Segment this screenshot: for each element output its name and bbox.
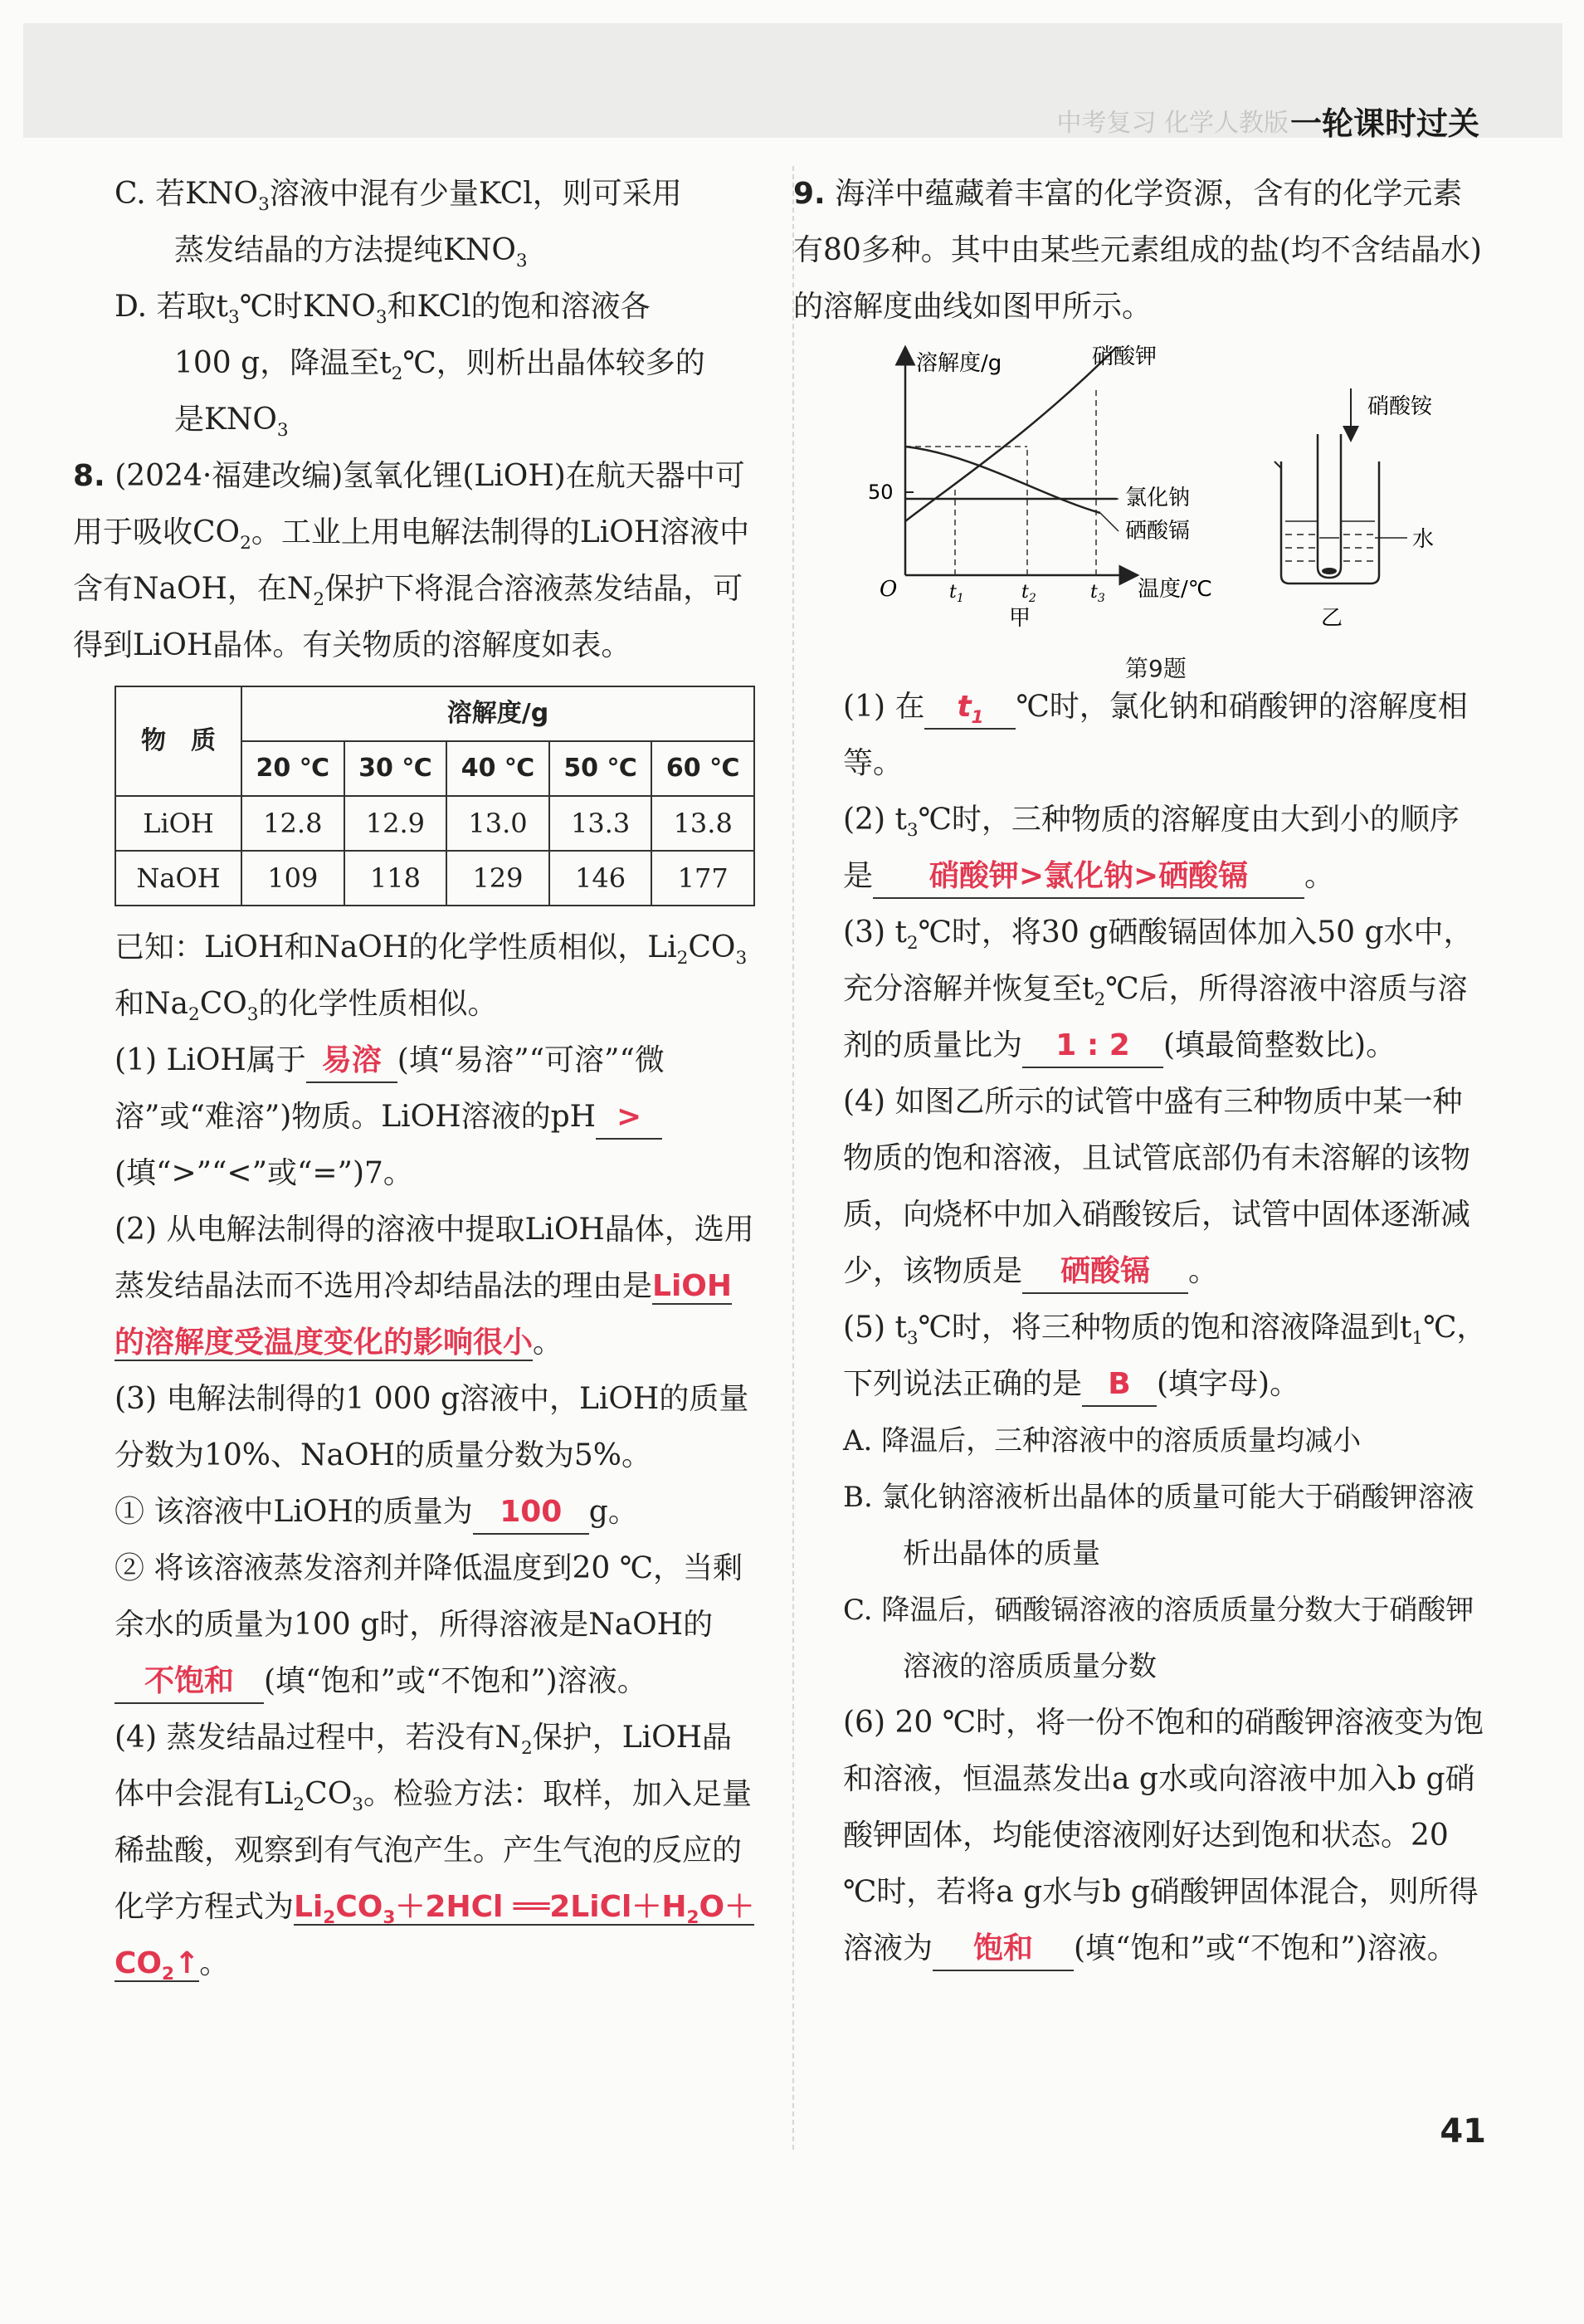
q8-intro: 8. (2024·福建改编)氢氧化锂(LiOH)在航天器中可用于吸收$CO_2$。工业上用电解法制得的LiOH溶液中含有NaOH，在$N_2$保护下将混合溶液蒸发结晶，可得到LiOH晶体。有关物质的溶解度如表。 [73,459,750,662]
test-tube [1318,434,1341,578]
y-axis-label: 溶解度/g [916,351,1002,376]
right-column [793,166,1487,1977]
label-yi: 乙 [1321,606,1343,631]
answer-blank: LiOH的溶解度受温度变化的影响很小 [115,1269,733,1360]
q8-part2: (2) 从电解法制得的溶液中提取LiOH晶体，选用蒸发结晶法而不选用冷却结晶法的理由是LiOH的溶解度受温度变化的影响很小。 [115,1213,754,1360]
x-axis-label: 温度/℃ [1138,577,1212,602]
q9-intro: 9. 海洋中蕴藏着丰富的化学资源，含有的化学元素有80多种。其中由某些元素组成的盐(均不含结晶水)的溶解度曲线如图甲所示。 [793,177,1482,324]
q8-part3-2: ② 将该溶液蒸发溶剂并降低温度到20 ℃，当剩余水的质量为100 g时，所得溶液是NaOH的不饱和 (填“饱和”或“不饱和”)溶液。 [115,1540,755,1710]
q9-part3: (3) $t_2℃$时，将30 g硒酸镉固体加入50 g水中，充分溶解并恢复至$t_2℃$后，所得溶液中溶质与溶剂的质量比为 1 : 2 (填最简整数比)。 [843,905,1487,1074]
q8-part3: (3) 电解法制得的1 000 g溶液中，LiOH的质量分数为10%、NaOH的质量分数为5%。 [115,1382,749,1472]
header-faint-text: 中考复习 化学人教版 [1056,109,1289,138]
solubility-curve-diagram [843,339,1487,637]
label-cdse: 硒酸镉 [1125,519,1191,544]
answer-blank: $Li_2CO_3+2HCl$ $══2LiCl+H_2O+CO_2↑$ [115,1890,755,1985]
table-header-solubility: 溶解度/g [241,686,754,741]
q8-part1: (1) LiOH属于 易溶 (填“易溶”“可溶”“微溶”或“难溶”)物质。LiOH溶液的pH >(填“>”“<”或“=”)7。 [115,1033,755,1202]
undissolved-solid [1322,568,1337,574]
q9-part2: (2) $t_3℃$时，三种物质的溶解度由大到小的顺序是 硝酸钾>氯化钠>硒酸镉 。 [843,792,1487,905]
table-header-substance: 物 质 [115,686,241,796]
q9-part4: (4) 如图乙所示的试管中盛有三种物质中某一种物质的饱和溶液，且试管底部仍有未溶解的该物质，向烧杯中加入硝酸铵后，试管中固体逐渐减少，该物质是 硒酸镉 。 [843,1074,1487,1300]
label-nh4no3: 硝酸铵 [1367,394,1433,419]
y-tick-50: 50 [868,481,894,504]
table-row: LiOH 12.8 12.9 13.0 13.3 13.8 [115,796,754,851]
left-column [73,166,755,1992]
label-water: 水 [1412,527,1435,552]
q9-part6: (6) 20 ℃时，将一份不饱和的硝酸钾溶液变为饱和溶液，恒温蒸发出a g水或向溶液中加入b g硝酸钾固体，均能使溶液刚好达到饱和状态。20 ℃时，若将a g水与b g硝酸钾固体混合，则所得溶液为 饱和 (填“饱和”或“不饱和”)溶液。 [843,1695,1487,1977]
q9-option-a: A. 降温后，三种溶液中的溶质质量均减小 [843,1424,1362,1457]
answer-blank: 饱和 [933,1928,1074,1971]
q8-part3-1: ① 该溶液中LiOH的质量为 100 g。 [115,1484,755,1540]
page-header [23,23,1562,142]
column-divider [792,166,794,2150]
q9-option-c: C. 降温后，硒酸镉溶液的溶质质量分数大于硝酸钾溶液的溶质质量分数 [843,1594,1474,1683]
q8-known: 已知：LiOH和NaOH的化学性质相似，$Li_2CO_3$和$Na_2CO_3$的化学性质相似。 [115,930,748,1026]
table-row: NaOH 109 118 129 146 177 [115,851,754,906]
table-temp: 50 ℃ [549,741,652,796]
t3-label: $t_3$ [1090,582,1105,605]
figure-caption: 第9题 [1125,655,1187,682]
curve-cdse [905,447,1100,513]
table-temp: 40 ℃ [446,741,549,796]
answer-blank: B [1082,1364,1157,1407]
origin-label: O [880,577,898,602]
label-jia: 甲 [1009,606,1031,631]
answer-blank: 1 : 2 [1022,1025,1163,1068]
table-temp: 20 ℃ [241,741,344,796]
answer-blank: 硒酸镉 [1022,1251,1188,1294]
q9-number: 9. [793,177,826,211]
q9-part1: (1) 在 $t_1$ ℃时，氯化钠和硝酸钾的溶解度相等。 [843,679,1487,792]
t2-label: $t_2$ [1021,582,1036,605]
label-nacl: 氯化钠 [1125,486,1191,510]
q9-option-b: B. 氯化钠溶液析出晶体的质量可能大于硝酸钾溶液析出晶体的质量 [843,1481,1474,1570]
answer-blank: 不饱和 [115,1661,264,1704]
q8-part4: (4) 蒸发结晶过程中，若没有$N_2$保护，LiOH晶体中会混有$Li_2CO_3$。检验方法：取样，加入足量稀盐酸，观察到有气泡产生。产生气泡的反应的化学方程式为$Li_2CO_3+2HCl$ $══2LiCl+H_2O+CO_2↑$。 [115,1721,755,1985]
q7-option-c: C. 若$KNO_3$溶液中混有少量KCl，则可采用 蒸发结晶的方法提纯$KNO_3$ [115,177,682,272]
solubility-figure [843,339,1487,682]
label-kno3: 硝酸钾 [1092,344,1158,369]
solubility-table [115,686,755,906]
page-number: 41 [1440,2112,1486,2151]
t1-label: $t_1$ [949,582,964,605]
q9-part5: (5) $t_3℃$时，将三种物质的饱和溶液降温到$t_1℃$，下列说法正确的是 B (填字母)。 [843,1300,1487,1413]
table-temp: 30 ℃ [344,741,447,796]
q8-number: 8. [73,459,105,493]
answer-blank: $t_1$ [924,686,1016,730]
table-temp: 60 ℃ [651,741,754,796]
answer-blank: 100 [473,1492,589,1535]
header-title: 一轮课时过关 [1289,105,1479,142]
q7-option-d: D. 若取$t_3℃$时$KNO_3$和KCl的饱和溶液各 100 g，降温至$t_2℃$，则析出晶体较多的 是$KNO_3$ [115,290,705,442]
answer-blank: > [596,1096,662,1140]
answer-blank: 硝酸钾>氯化钠>硒酸镉 [873,856,1304,899]
answer-blank: 易溶 [306,1040,397,1083]
